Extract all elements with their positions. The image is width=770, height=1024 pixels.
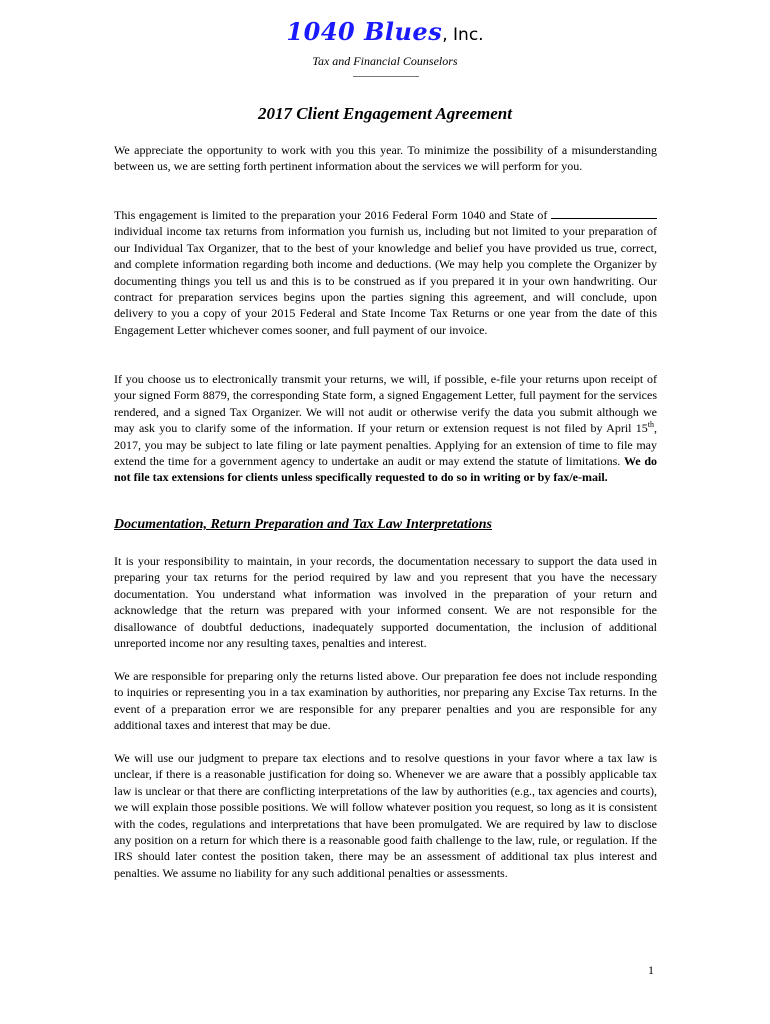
paragraph-documentation: It is your responsibility to maintain, in your records, the documentation necessary to support the data used in preparing your tax returns for the period required by law and you represent that you have the necessary documentation. You understand what information was involved in the preparation of your return and acknowledge that the return was prepared with your informed consent. We are not responsible for the disallowance of doubtful deductions, inadequately supported documentation, the inclusion of additional unreported income nor any resulting taxes, penalties and interest. bbox=[114, 554, 657, 651]
company-suffix: , Inc. bbox=[442, 25, 484, 45]
state-blank-line bbox=[551, 207, 657, 219]
section-heading: Documentation, Return Preparation and Tax Law Interpretations bbox=[114, 517, 492, 532]
paragraph-responsibility: We are responsible for preparing only the returns listed above. Our preparation fee does not include responding to inquiries or representing you in a tax examination by authorities, nor preparing any Excise Tax returns. In the event of a preparation error we are responsible for any preparer penalties and you are responsible for any additional taxes and interest that may be due. bbox=[114, 669, 657, 733]
company-tagline: Tax and Financial Counselors bbox=[312, 54, 458, 68]
letterhead-divider bbox=[353, 76, 419, 77]
company-name: 1040 Blues bbox=[286, 17, 443, 46]
company-logo bbox=[0, 17, 770, 46]
extension-notice: We do not file tax extensions for clients unless specifically requested to do so in writing or by fax/e-mail. bbox=[114, 454, 657, 485]
document-title: 2017 Client Engagement Agreement bbox=[258, 104, 512, 123]
paragraph-tax-law-interpretation: We will use our judgment to prepare tax elections and to resolve questions in your favor where a tax law is unclear, if there is a reasonable justification for doing so. Whenever we are aware that a possibly applicable tax law is unclear or that there are conflicting interpretations of the law by authorities (e.g., tax agencies and courts), we will explain those possible positions. We will follow whatever position you request, so long as it is consistent with the codes, regulations and interpretations that have been promulgated. We are required by law to disclose any position on a return for which there is a reasonable good faith challenge to the law, rule, or regulation. If the IRS should later contest the position taken, there may be an assessment of additional tax plus interest and penalties. We assume no liability for any such additional penalties or assessments. bbox=[114, 751, 657, 880]
paragraph-engagement-scope-lead: This engagement is limited to the preparation your 2016 Federal Form 1040 and State of bbox=[114, 208, 548, 222]
ordinal-suffix: th bbox=[647, 420, 654, 430]
paragraph-engagement-scope bbox=[114, 207, 657, 338]
paragraph-intro: We appreciate the opportunity to work with you this year. To minimize the possibility of a misunderstanding between us, we are setting forth pertinent information about the services we will perform for you. bbox=[114, 143, 657, 174]
page-number: 1 bbox=[648, 963, 654, 977]
paragraph-e-file-rest: , 2017, you may be subject to late filing or late payment penalties. Applying for an extension of time to file may extend the time for a government agency to undertake an audit or may extend the statute of limitations. bbox=[114, 421, 657, 469]
paragraph-e-file-lead: If you choose us to electronically transmit your returns, we will, if possible, e-file your returns upon receipt of your signed Form 8879, the corresponding State form, a signed Engagement Letter, full payment for the services rendered, and a signed Tax Organizer. We will not audit or otherwise verify the data you submit although we may ask you to clarify some of the information. If your return or extension request is not filed by April 15 bbox=[114, 372, 657, 436]
paragraph-e-file bbox=[114, 371, 657, 486]
paragraph-engagement-scope-rest: individual income tax returns from information you furnish us, including but not limited to your preparation of our Individual Tax Organizer, that to the best of your knowledge and belief you have provided us true, correct, and complete information regarding both income and deductions. (We may help you complete the Organizer by documenting things you tell us and this is to be construed as if you prepared it in your own handwriting. Our contract for preparation services begins upon the parties signing this agreement, and will conclude, upon delivery to you a copy of your 2015 Federal and State Income Tax Returns or one year from the date of this Engagement Letter whichever comes sooner, and full payment of our invoice. bbox=[114, 224, 657, 337]
